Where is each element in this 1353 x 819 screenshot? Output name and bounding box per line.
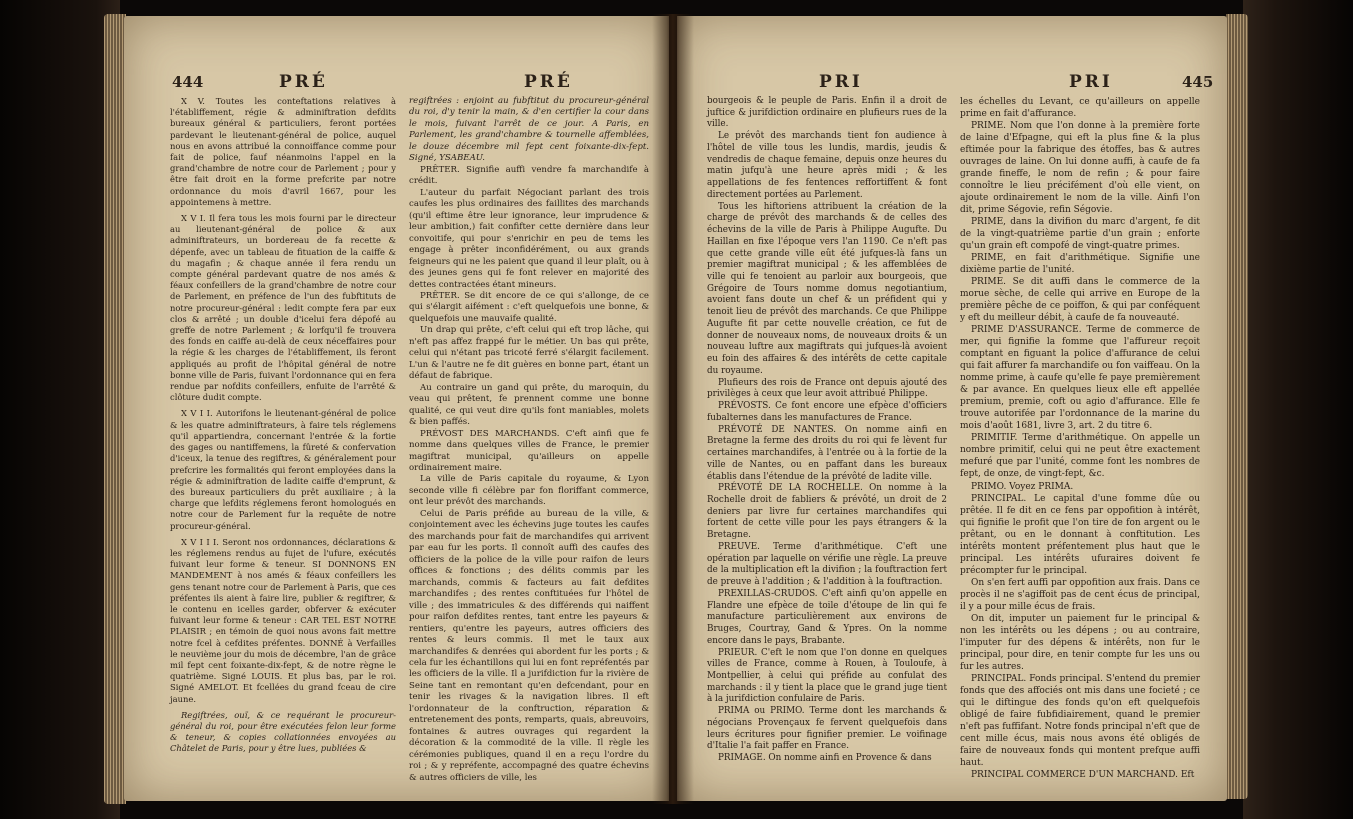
paragraph: L'auteur du parfait Négociant parlant des trois caufes les plus ordinaires des faillites des marchands (qu'il eftime être leur ignorance, leur imprudence & leur ambition,) fait confifter cette dernière dans leur convoitife, qui pour s'enrichir en peu de tems les engage à prêter inconfidérément, ou aux grands feigneurs qui ne les paient que quand il leur plaît, ou à des jeunes gens qui fe font relever en majorité des dettes contractées étant mineurs.	[409, 187, 649, 290]
paragraph: Le prévôt des marchands tient fon audience à l'hôtel de ville tous les lundis, mardis, jeudis & vendredis de chaque femaine, depuis onze heures du matin jufqu'à une heure après midi ; & les appellations de fes fentences reffortiffent & font directement portées au Parlement.	[707, 131, 947, 200]
left-page	[124, 16, 669, 801]
paragraph: les échelles du Levant, ce qu'ailleurs on appelle prime en fait d'affurance.	[960, 97, 1200, 120]
page-edges-left	[104, 14, 126, 804]
dark-background-right	[1243, 0, 1353, 819]
paragraph: PRÉVOTÉ DE LA ROCHELLE. On nomme à la Rochelle droit de fabliers & prévôté, un droit de 2 deniers par livre fur certaines marchandifes qui fortent de cette ville pour les pays étrangers & la Bretagne.	[707, 483, 947, 541]
paragraph: PRINCIPAL. Fonds principal. S'entend du premier fonds que des affociés ont mis dans une focieté ; ce qui le diftingue des fonds qu'on eft quelquefois obligé de faire fubfidiairement, quand le premier n'eft pas fuffifant. Notre fonds principal n'eft que de cent mille écus, mais nous avons été obligés de faire de nouveaux fonds qui montent prefque auffi haut.	[960, 673, 1200, 768]
left-page-header-right: PRÉ	[524, 72, 573, 92]
paragraph: Tous les hiftoriens attribuent la création de la charge de prévôt des marchands & de celles des échevins de la ville de Paris à Philippe Augufte. Du Haillan en fixe l'époque vers l'an 1190. Ce n'eft pas que cette grande ville eût été jufques-là fans un premier magiftrat municipal ; & les affemblées de ville qui fe tenoient au parloir aux bourgeois, que Grégoire de Tours nomme domus negotiantium, avoient fans doute un chef & un préfident qui y tenoit lieu de prévôt des marchands. Ce que Philippe Augufte fit par cette nouvelle création, ce fut de donner de nouveaux noms, de nouveaux droits & un nouveau luftre aux magiftrats qui jufques-là avoient eu foin des affaires & des intérêts de cette capitale du royaume.	[707, 201, 947, 376]
paragraph: On dit, imputer un paiement fur le principal & non les intérêts ou les dépens ; ou au contraire, l'imputer fur des dépens & intérêts, non fur le principal, pour dire, en tenir compte fur les uns ou fur les autres.	[960, 613, 1200, 672]
paragraph: PRIME. Se dit auffi dans le commerce de la morue sèche, de celle qui arrive en Europe de la première pêche de ce poiffon, & qui par conféquent y eft du meilleur débit, à caufe de fa nouveauté.	[960, 277, 1200, 324]
paragraph: X V I I I. Seront nos ordonnances, déclarations & les réglemens rendus au fujet de l'ufure, exécutés fuivant leur forme & teneur. SI DONNONS EN MANDEMENT à nos amés & féaux confeillers les gens tenant notre cour de Parlement à Paris, que ces préfentes ils aient à faire lire, publier & regiftrer, & le contenu en icelles garder, obferver & exécuter fuivant leur forme & teneur : CAR TEL EST NOTRE PLAISIR ; en témoin de quoi nous avons fait mettre notre fcel à cefdites préfentes. DONNÉ à Verfailles le neuvième jour du mois de décembre, l'an de grâce mil fept cent foixante-dix-fept, & de notre règne le quatrième. Signé LOUIS. Et plus bas, par le roi. Signé AMELOT. Et fcellées du grand fceau de cire jaune.	[170, 536, 396, 704]
paragraph: X V I. Il fera tous les mois fourni par le directeur au lieutenant-général de police & aux adminiftrateurs, un bordereau de fa recette & dépenfe, avec un tableau de fituation de la caiffe & du magafin ; & chaque année il fera rendu un compte général pardevant quatre de nos amés & féaux confeillers de la grand'chambre de notre cour de Parlement, en préfence de l'un des fubftituts de notre procureur-général : ledit compte fera par eux clos & arrêté ; un double d'icelui fera dépofé au greffe de notre Parlement ; & lorfqu'il fe trouvera des fonds en caiffe au-delà de ceux néceffaires pour la régie & les charges de l'établiffement, ils feront appliqués au profit de l'hôpital général de notre bonne ville de Paris, fuivant l'ordonnance qui en fera rendue par nofdits confeillers, enfuite de l'arrêté & clôture dudit compte.	[170, 213, 396, 403]
paragraph: Un drap qui prête, c'eft celui qui eft trop lâche, qui n'eft pas affez frappé fur le métier. Un bas qui prête, celui qui n'étant pas tricoté ferré s'élargit facilement. L'un & l'autre ne fe dit guères en bonne part, étant un défaut de fabrique.	[409, 325, 649, 382]
right-page-header-right: PRI	[1069, 72, 1113, 92]
left-page-column-1	[170, 96, 396, 755]
paragraph: PREXILLAS-CRUDOS. C'eft ainfi qu'on appelle en Flandre une efpèce de toile d'étoupe de lin qui fe manufacture particulièrement aux environs de Bruges, Courtray, Gand & Ypres. On la nomme encore dans le pays, Brabante.	[707, 588, 947, 646]
right-page-column-1	[707, 96, 947, 765]
book-gutter	[652, 14, 694, 804]
paragraph: bourgeois & le peuple de Paris. Enfin il a droit de juftice & jurifdiction ordinaire en plufieurs rues de la ville.	[707, 96, 947, 130]
paragraph: PRIMA ou PRIMO. Terme dont les marchands & négocians Provençaux fe fervent quelquefois dans leurs écritures pour fignifier premier. Le voifinage d'Italie l'a fait paffer en France.	[707, 706, 947, 752]
paragraph: PRIME D'ASSURANCE. Terme de commerce de mer, qui fignifie la fomme que l'affureur reçoit comptant en figuant la police d'affurance de celui qui fait affurer fa marchandife ou fon vaiffeau. On la nomme prime, à caufe qu'elle fe paye premièrement & par avance. En quelques lieux elle eft appellée premium, premie, coft ou agio d'affurance. Elle fe trouve autorifée par l'ordonnance de la marine du mois d'août 1681, livre 3, art. 2 du titre 6.	[960, 325, 1200, 432]
right-page-number: 445	[1182, 73, 1214, 91]
paragraph: Plufieurs des rois de France ont depuis ajouté des privilèges à ceux que leur avoit attribué Philippe.	[707, 377, 947, 400]
paragraph: PRÊTER. Se dit encore de ce qui s'allonge, de ce qui s'élargit aifément : c'eft quelquefois une bonne, & quelquefois une mauvaife qualité.	[409, 290, 649, 324]
paragraph: PRIEUR. C'eft le nom que l'on donne en quelques villes de France, comme à Rouen, à Touloufe, à Montpellier, à celui qui préfide au confulat des marchands : il y tient la place que le grand juge tient à la jurifdiction confulaire de Paris.	[707, 647, 947, 705]
paragraph: regiftrées : enjoint au fubftitut du procureur-général du roi, d'y tenir la main, & d'en certifier la cour dans le mois, fuivant l'arrêt de ce jour. A Paris, en Parlement, les grand'chambre & tournelle affemblées, le douze décembre mil fept cent foixante-dix-fept. Signé, YSABEAU.	[409, 96, 649, 164]
paragraph: PRIMITIF. Terme d'arithmétique. On appelle un nombre primitif, celui qui ne peut être exactement mefuré que par l'unité, comme font les nombres de fept, de onze, de vingt-fept, &c.	[960, 433, 1200, 480]
paragraph: PRINCIPAL COMMERCE D'UN MARCHAND. Eft	[971, 769, 1195, 780]
paragraph: PRIMAGE. On nomme ainfi en Provence & dans	[718, 753, 932, 764]
paragraph: PRÉVOTÉ DE NANTES. On nomme ainfi en Bretagne la ferme des droits du roi qui fe lèvent fur certaines marchandifes, à l'entrée ou à la fortie de la ville de Nantes, ou en paffant dans les bureaux établis dans l'étendue de la prévôté de ladite ville.	[707, 424, 947, 482]
dark-background-left	[0, 0, 120, 819]
paragraph: Au contraire un gand qui prête, du maroquin, du veau qui prêtent, fe prennent comme une bonne qualité, ce qui veut dire qu'ils font maniables, molets & bien paffés.	[409, 382, 649, 428]
paragraph: X V. Toutes les conteftations relatives à l'établiffement, régie & adminiftration defdits bureaux général & particuliers, feront portées pardevant le lieutenant-général de police, auquel nous en avons attribué la connoiffance comme pour fait de police, fauf néanmoins l'appel en la grand'chambre de notre cour de Parlement ; pour y être fait droit en la forme prefcrite par notre ordonnance du mois d'avril 1667, pour les appointemens à mettre.	[170, 96, 396, 207]
paragraph: PRIMO. Voyez PRIMA.	[971, 481, 1074, 492]
paragraph: La ville de Paris capitale du royaume, & Lyon seconde ville fi célèbre par fon floriffant commerce, ont leur prévôt des marchands.	[409, 474, 649, 508]
paragraph: X V I I. Autorifons le lieutenant-général de police & les quatre adminiftrateurs, à faire tels réglemens qu'il appartiendra, concernant l'entrée & la fortie des gages ou nantiffemens, la fûreté & confervation d'iceux, la tenue des regiftres, & généralement pour prefcrire les formalités qui feront employées dans la régie & adminiftration de ladite caiffe d'emprunt, & des bureaux particuliers du prêt auxiliaire ; à la charge que lefdits réglemens feront homologués en notre cour de Parlement fur la requête de notre procureur-général.	[170, 408, 396, 531]
right-page	[677, 16, 1227, 801]
left-page-number: 444	[172, 73, 204, 91]
page-edges-right	[1226, 14, 1248, 799]
paragraph: Regiftrées, ouï, & ce requérant le procureur-général du roi, pour être exécutées felon leur forme & teneur, & copies collationnées envoyées au Châtelet de Paris, pour y être lues, publiées &	[170, 709, 396, 754]
paragraph: On s'en fert auffi par oppofition aux frais. Dans ce procès il ne s'agiffoit pas de cent écus de principal, il y a pour mille écus de frais.	[960, 577, 1200, 612]
paragraph: PREUVE. Terme d'arithmétique. C'eft une opération par laquelle on vérifie une règle. La preuve de la multiplication eft la divifion ; la fouftraction fert de preuve à l'addition ; & l'addition à la fouftraction.	[707, 541, 947, 588]
right-page-header-left: PRI	[819, 72, 863, 92]
paragraph: PRINCIPAL. Le capital d'une fomme dûe ou prêtée. Il fe dit en ce fens par oppofition à intérêt, qui fignifie le profit que l'on tire de fon argent ou le prêtant, ou en le donnant à conftitution. Les intérêts montent préfentement plus haut que le principal. Les intérêts ufuraires doivent fe précompter fur le principal.	[960, 493, 1200, 576]
left-page-header-left: PRÉ	[279, 72, 328, 92]
paragraph: PRÉVOSTS. Ce font encore une efpèce d'officiers fubalternes dans les manufactures de France.	[707, 401, 947, 423]
paragraph: PRIME, dans la divifion du marc d'argent, fe dit de la vingt-quatrième partie d'un grain ; enforte qu'un grain eft compofé de vingt-quatre primes.	[960, 217, 1200, 252]
paragraph: Celui de Paris préfide au bureau de la ville, & conjointement avec les échevins juge toutes les caufes des marchands pour fait de marchandifes qui arrivent par eau fur les ports. Il connoît auffi des caufes des officiers de la police de la ville pour raifon de leurs offices & fonctions ; des délits commis par les marchands, commis & facteurs au fait defdites marchandifes ; des rentes conftituées fur l'hôtel de ville ; des immatricules & des différends qui naiffent pour raifon defdites rentes, tant entre les payeurs & rentiers, qu'entre les payeurs, autres officiers des rentes & leurs commis. Il met le taux aux marchandifes & denrées qui abordent fur les ports ; & cela fur les échantillons qui lui en font repréfentés par les officiers de la ville. Il a jurifdiction fur la rivière de Seine tant en remontant qu'en defcendant, pour en tenir les rivages & la navigation libres. Il eft l'ordonnateur de la conftruction, réparation & entretenement des ponts, remparts, quais, abreuvoirs, fontaines & autres ouvrages qui regardent la décoration & la commodité de la ville. Il règle les cérémonies publiques, quand il en a reçu l'ordre du roi ; & y repréfente, accompagné des quatre échevins & autres officiers de ville, les	[409, 508, 649, 783]
paragraph: PRÊTER. Signifie auffi vendre fa marchandife à crédit.	[409, 164, 649, 187]
paragraph: PRIME, en fait d'arithmétique. Signifie une dixième partie de l'unité.	[960, 253, 1200, 276]
right-page-column-2	[960, 96, 1200, 781]
left-page-column-2	[409, 96, 649, 784]
paragraph: PRÉVOST DES MARCHANDS. C'eft ainfi que fe nomme dans quelques villes de France, le premier magiftrat municipal, qu'ailleurs on appelle ordinairement maire.	[409, 428, 649, 473]
paragraph: PRIME. Nom que l'on donne à la première forte de laine d'Efpagne, qui eft la plus fine & la plus eftimée pour la fabrique des étoffes, bas & autres ouvrages de laine. On lui donne auffi, à caufe de fa grande fineffe, le nom de refin ; & pour faire connoître le lieu précifément d'où elle vient, on ajoute ordinairement le nom de la ville. Ainfi l'on dit, prime Ségovie, refin Ségovie.	[960, 121, 1200, 216]
